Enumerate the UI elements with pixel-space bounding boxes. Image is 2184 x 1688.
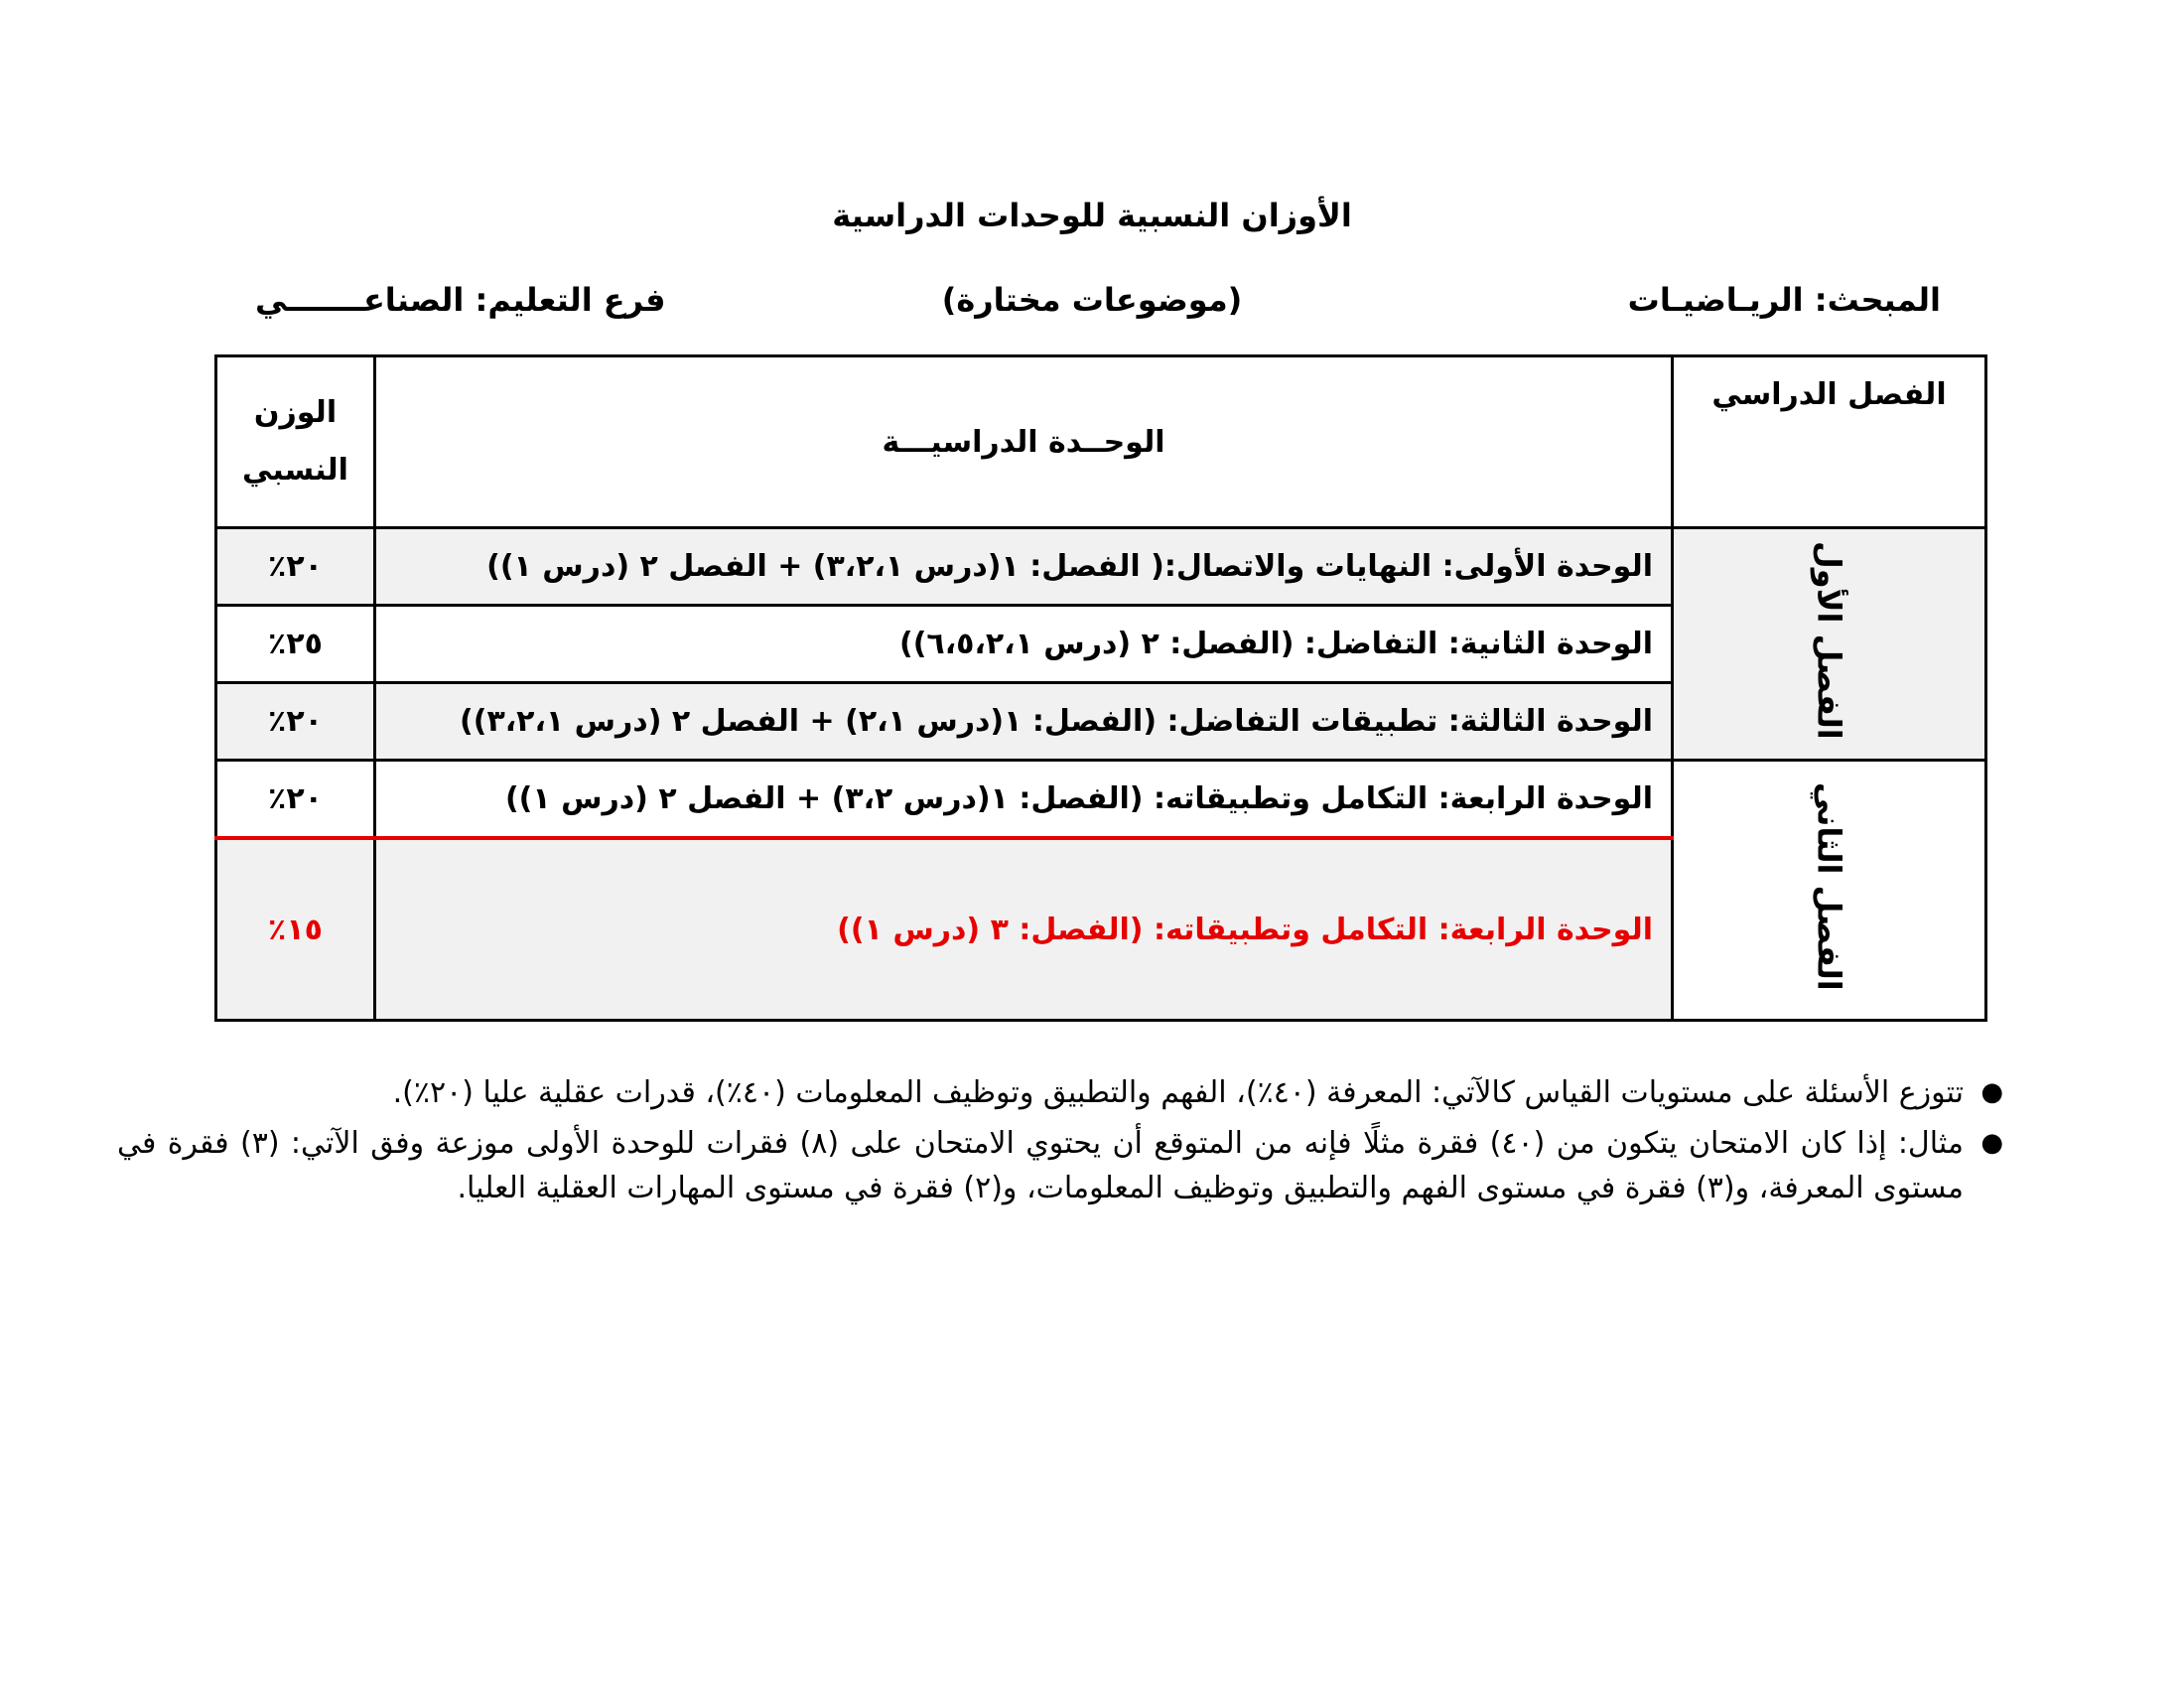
unit-cell: الوحدة الرابعة: التكامل وتطبيقاته: (الفصل: ١(درس ٣،٢) + الفصل ٢ (درس ١)) <box>375 761 1673 839</box>
table-header-row <box>216 356 1986 528</box>
weight-cell: ٢٠٪ <box>216 761 375 839</box>
list-item <box>117 1121 2003 1210</box>
header-unit: الوحــدة الدراسيـــة <box>375 356 1673 528</box>
note-text: مثال: إذا كان الامتحان يتكون من (٤٠) فقرة مثلًا فإنه من المتوقع أن يحتوي الامتحان على (٨) فقرات للوحدة الأولى موزعة وفق الآتي: (٣) فقرة في مستوى المعرفة، و(٣) فقرة في مستوى الفهم والتطبيق وتوظيف المعلومات، و(٢) فقرة في مستوى المهارات العقلية العليا. <box>117 1126 1964 1205</box>
unit-cell: الوحدة الأولى: النهايات والاتصال:( الفصل: ١(درس ٣،٢،١) + الفصل ٢ (درس ١)) <box>375 528 1673 606</box>
semester-label-second: الفصل الثاني <box>1810 781 1848 991</box>
unit-cell: الوحدة الثانية: التفاضل: (الفصل: ٢ (درس ٦،٥،٢،١)) <box>375 606 1673 683</box>
header-weight-line2: النسبي <box>242 453 348 488</box>
subject-label: المبحث: الريـاضيـات <box>1627 281 1941 319</box>
weights-table <box>214 354 1987 1022</box>
unit-cell: الوحدة الثالثة: تطبيقات التفاضل: (الفصل: ١(درس ٢،١) + الفصل ٢ (درس ٣،٢،١)) <box>375 683 1673 761</box>
bullet-icon: ● <box>1980 1077 2003 1107</box>
list-item <box>117 1070 2003 1115</box>
weight-cell: ٢٠٪ <box>216 528 375 606</box>
branch-label: فرع التعليم: الصناعـــــــي <box>255 281 666 319</box>
note-text: تتوزع الأسئلة على مستويات القياس كالآتي: المعرفة (٤٠٪)، الفهم والتطبيق وتوظيف المعلومات (٤٠٪)، قدرات عقلية عليا (٢٠٪). <box>392 1075 1964 1110</box>
unit-cell-highlighted: الوحدة الرابعة: التكامل وتطبيقاته: (الفصل: ٣ (درس ١)) <box>375 838 1673 1021</box>
weight-cell: ٢٥٪ <box>216 606 375 683</box>
header-weight-line1: الوزن <box>253 395 338 430</box>
notes-list <box>117 1070 2003 1216</box>
header-semester: الفصل الدراسي <box>1673 356 1986 528</box>
weight-cell-highlighted: ١٥٪ <box>216 838 375 1021</box>
semester-label-first: الفصل الأول <box>1810 540 1848 740</box>
header-weight <box>216 356 375 528</box>
semester-cell-first <box>1673 528 1986 761</box>
table-row <box>216 528 1986 606</box>
bullet-icon: ● <box>1980 1128 2003 1158</box>
page-title: الأوزان النسبية للوحدات الدراسية <box>832 197 1352 234</box>
topics-label: (موضوعات مختارة) <box>941 281 1243 319</box>
weight-cell: ٢٠٪ <box>216 683 375 761</box>
semester-cell-second <box>1673 761 1986 1021</box>
table-row <box>216 761 1986 839</box>
